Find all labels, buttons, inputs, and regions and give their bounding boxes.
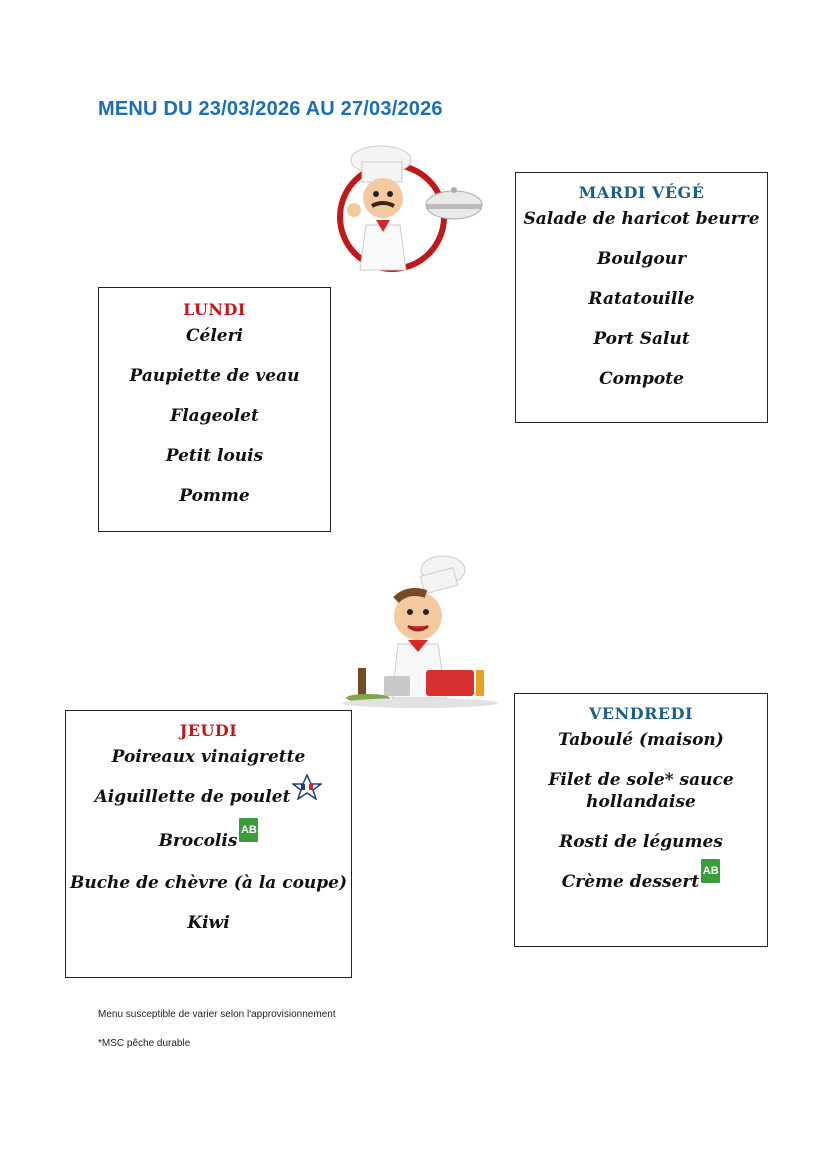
bio-ab-badge-icon: AB — [701, 859, 720, 883]
mardi-item: Salade de haricot beurre — [523, 209, 760, 229]
jeudi-card — [65, 710, 352, 978]
lundi-heading: LUNDI — [183, 300, 246, 319]
jeudi-item: Buche de chèvre (à la coupe) — [69, 873, 348, 893]
volaille-francaise-badge-icon — [292, 774, 322, 800]
lundi-card — [98, 287, 331, 532]
mardi-item: Compote — [599, 369, 684, 389]
jeudi-item — [66, 786, 351, 812]
lundi-item: Petit louis — [165, 446, 264, 466]
jeudi-item: Poireaux vinaigrette — [111, 747, 306, 767]
jeudi-heading: JEUDI — [179, 721, 238, 740]
vendredi-item-label: Crème dessert — [561, 872, 700, 892]
jeudi-item-label: Aiguillette de poulet — [94, 787, 291, 807]
chef-illustration-cooking — [338, 548, 502, 710]
jeudi-item: Kiwi — [187, 913, 230, 933]
mardi-card — [515, 172, 768, 423]
mardi-heading: MARDI VÉGÉ — [578, 183, 705, 202]
vendredi-item: Rosti de légumes — [559, 832, 723, 852]
vendredi-card — [514, 693, 768, 947]
vendredi-item: Taboulé (maison) — [558, 730, 724, 750]
mardi-item: Port Salut — [593, 329, 690, 349]
page-title: MENU DU 23/03/2026 AU 27/03/2026 — [98, 98, 443, 120]
vendredi-item: Filet de sole* sauce hollandaise — [548, 770, 734, 812]
lundi-item: Pomme — [179, 486, 250, 506]
lundi-item: Paupiette de veau — [129, 366, 300, 386]
vendredi-item — [515, 865, 767, 895]
mardi-item: Boulgour — [596, 249, 687, 269]
mardi-item: Ratatouille — [588, 289, 695, 309]
footer-msc: *MSC pêche durable — [98, 1038, 191, 1049]
vendredi-heading: VENDREDI — [589, 704, 693, 723]
footer-note: Menu susceptible de varier selon l'approvisionnement — [98, 1009, 336, 1020]
chef-illustration-top — [336, 140, 484, 275]
bio-ab-badge-icon: AB — [239, 818, 258, 842]
jeudi-item-label: Brocolis — [158, 831, 238, 851]
jeudi-item — [66, 824, 351, 854]
lundi-item: Flageolet — [170, 406, 259, 426]
lundi-item: Céleri — [185, 326, 244, 346]
